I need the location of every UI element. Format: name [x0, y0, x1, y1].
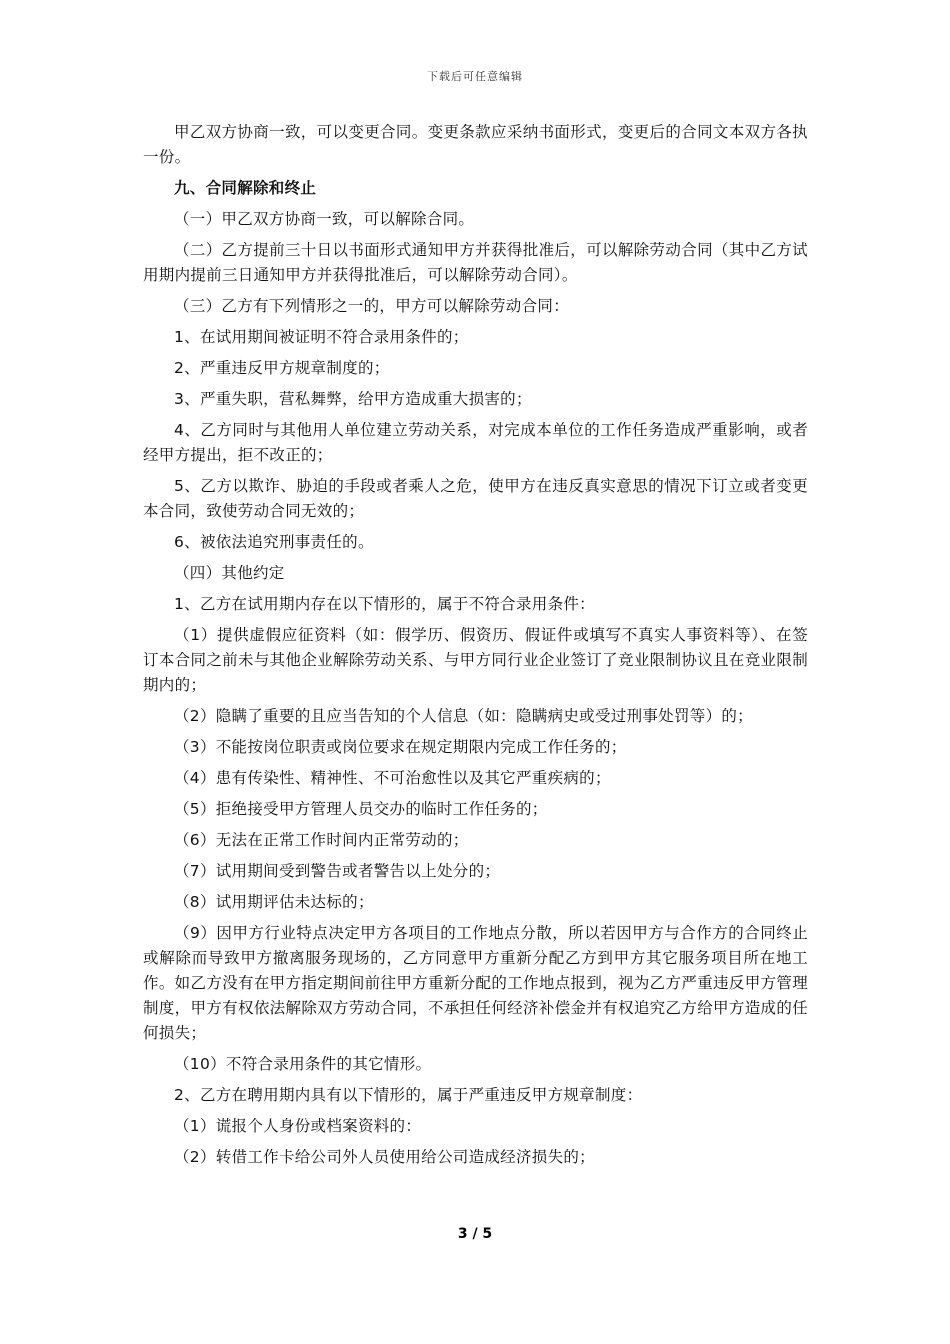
paragraph: （二）乙方提前三十日以书面形式通知甲方并获得批准后，可以解除劳动合同（其中乙方试用期内提前三日通知甲方并获得批准后，可以解除劳动合同）。 — [143, 241, 808, 284]
paragraph: （四）其他约定 — [174, 564, 285, 582]
paragraph: （5）拒绝接受甲方管理人员交办的临时工作任务的； — [174, 800, 548, 818]
paragraph: （三）乙方有下列情形之一的，甲方可以解除劳动合同： — [174, 297, 570, 315]
paragraph: 1、乙方在试用期内存在以下情形的，属于不符合录用条件： — [174, 595, 595, 613]
paragraph: （2）隐瞒了重要的且应当告知的个人信息（如：隐瞒病史或受过刑事处罚等）的； — [174, 707, 753, 725]
paragraph: 6、被依法追究刑事责任的。 — [174, 533, 374, 551]
paragraph: （8）试用期评估未达标的； — [174, 893, 374, 911]
paragraph: 甲乙双方协商一致，可以变更合同。变更条款应采纳书面形式，变更后的合同文本双方各执一份。 — [143, 123, 808, 166]
paragraph: （9）因甲方行业特点决定甲方各项目的工作地点分散，所以若因甲方与合作方的合同终止或解除而导致甲方撤离服务现场的，乙方同意甲方重新分配乙方到甲方其它服务项目所在地工作。如乙方没有在甲方指定期间前往甲方重新分配的工作地点报到，视为乙方严重违反甲方管理制度，甲方有权依法解除双方劳动合同，不承担任何经济补偿金并有权追究乙方给甲方造成的任何损失； — [143, 924, 808, 1042]
paragraph: 2、乙方在聘用期内具有以下情形的，属于严重违反甲方规章制度： — [174, 1086, 643, 1104]
page-number: 3 / 5 — [457, 1226, 493, 1242]
paragraph: （3）不能按岗位职责或岗位要求在规定期限内完成工作任务的； — [174, 738, 627, 756]
paragraph: （7）试用期间受到警告或者警告以上处分的； — [174, 862, 501, 880]
paragraph: （10）不符合录用条件的其它情形。 — [174, 1055, 432, 1073]
paragraph: （4）患有传染性、精神性、不可治愈性以及其它严重疾病的； — [174, 769, 611, 787]
paragraph: 3、严重失职，营私舞弊，给甲方造成重大损害的； — [174, 390, 532, 408]
paragraph: （2）转借工作卡给公司外人员使用给公司造成经济损失的； — [174, 1148, 595, 1166]
paragraph: 4、乙方同时与其他用人单位建立劳动关系，对完成本单位的工作任务造成严重影响，或者经甲方提出，拒不改正的； — [143, 421, 808, 464]
paragraph: （1）谎报个人身份或档案资料的： — [174, 1117, 422, 1135]
paragraph: 5、乙方以欺诈、胁迫的手段或者乘人之危，使甲方在违反真实意思的情况下订立或者变更本合同，致使劳动合同无效的； — [143, 477, 808, 520]
paragraph: 1、在试用期间被证明不符合录用条件的； — [174, 328, 469, 346]
paragraph: 2、严重违反甲方规章制度的； — [174, 359, 390, 377]
document-body — [143, 120, 808, 1176]
paragraph: （一）甲乙双方协商一致，可以解除合同。 — [174, 210, 475, 228]
paragraph: （6）无法在正常工作时间内正常劳动的； — [174, 831, 469, 849]
paragraph: （1）提供虚假应征资料（如：假学历、假资历、假证件或填写不真实人事资料等）、在签订本合同之前未与其他企业解除劳动关系、与甲方同行业企业签订了竞业限制协议且在竞业限制期内的； — [143, 626, 808, 694]
section-heading: 九、合同解除和终止 — [174, 179, 317, 197]
page-header: 下载后可任意编辑 — [427, 70, 523, 83]
